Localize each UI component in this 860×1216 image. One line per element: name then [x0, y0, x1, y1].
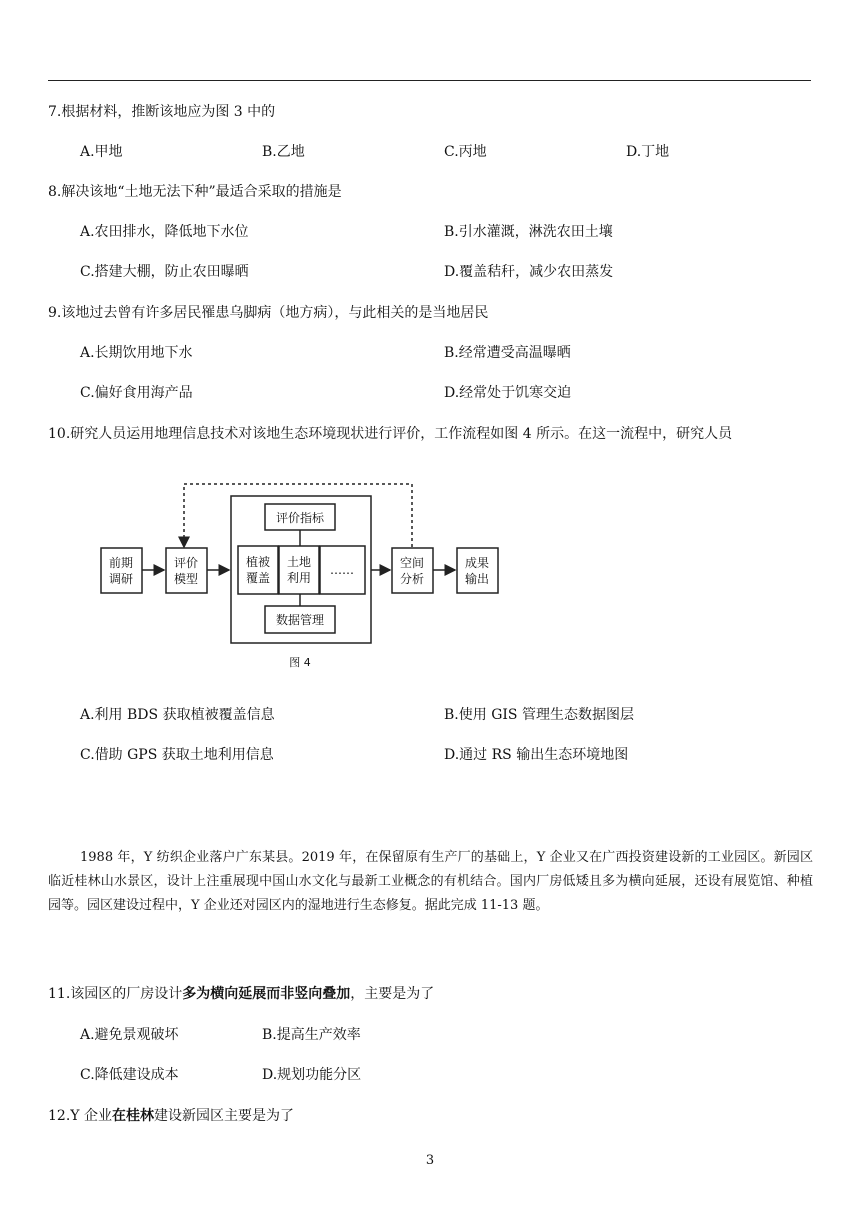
q8-option-d[interactable]: D.覆盖秸秆，减少农田蒸发	[444, 264, 614, 280]
label-model-2: 模型	[173, 572, 199, 586]
q7-option-d[interactable]: D.丁地	[626, 144, 670, 160]
question-11-stem	[48, 983, 434, 1003]
q12-stem-post: 建设新园区主要是为了	[153, 1108, 294, 1124]
box-vegetation	[238, 546, 278, 594]
label-spatial-2: 分析	[399, 572, 425, 586]
q11-option-d[interactable]: D.规划功能分区	[262, 1067, 362, 1083]
label-land-2: 利用	[286, 571, 312, 585]
q11-option-a[interactable]: A.避免景观破坏	[80, 1027, 179, 1043]
label-spatial-1: 空间	[399, 556, 425, 570]
box-evaluation-model	[166, 548, 207, 593]
label-land-1: 土地	[286, 555, 312, 569]
question-9-stem: 9.该地过去曾有许多居民罹患乌脚病（地方病），与此相关的是当地居民	[48, 305, 489, 321]
box-spatial-analysis	[392, 548, 433, 593]
box-early-research	[101, 548, 142, 593]
q9-option-c[interactable]: C.偏好食用海产品	[80, 385, 193, 401]
label-early-2: 调研	[108, 572, 134, 586]
q11-option-b[interactable]: B.提高生产效率	[262, 1027, 361, 1043]
q9-option-b[interactable]: B.经常遭受高温曝晒	[444, 345, 571, 361]
q8-option-b[interactable]: B.引水灌溉，淋洗农田土壤	[444, 224, 613, 240]
page-number: 3	[425, 1153, 435, 1168]
label-model-1: 评价	[173, 556, 199, 570]
label-indicator: 评价指标	[275, 511, 325, 525]
q10-option-d[interactable]: D.通过 RS 输出生态环境地图	[444, 747, 629, 763]
label-veg-1: 植被	[245, 555, 271, 569]
q7-option-c[interactable]: C.丙地	[444, 144, 487, 160]
q12-stem-bold: 在桂林	[111, 1108, 154, 1124]
figure-caption: 图 4	[289, 656, 311, 669]
q10-option-b[interactable]: B.使用 GIS 管理生态数据图层	[444, 707, 634, 723]
q9-option-a[interactable]: A.长期饮用地下水	[80, 345, 193, 361]
q10-option-a[interactable]: A.利用 BDS 获取植被覆盖信息	[80, 707, 275, 723]
label-more: ……	[330, 563, 354, 577]
question-8-stem: 8.解决该地“土地无法下种”最适合采取的措施是	[48, 184, 342, 200]
box-land-use	[279, 546, 319, 594]
question-12-stem	[48, 1105, 294, 1125]
label-data-mgmt: 数据管理	[275, 613, 325, 627]
q12-stem-pre: 12.Y 企业	[48, 1108, 112, 1124]
label-veg-2: 覆盖	[245, 571, 271, 585]
q11-stem-pre: 11.该园区的厂房设计	[48, 986, 183, 1002]
q11-option-c[interactable]: C.降低建设成本	[80, 1067, 179, 1083]
label-output-1: 成果	[464, 556, 490, 570]
question-7-stem: 7.根据材料，推断该地应为图 3 中的	[48, 104, 276, 120]
q8-option-c[interactable]: C.搭建大棚，防止农田曝晒	[80, 264, 249, 280]
q7-option-a[interactable]: A.甲地	[80, 144, 123, 160]
q11-stem-bold: 多为横向延展而非竖向叠加	[182, 986, 351, 1002]
q7-option-b[interactable]: B.乙地	[262, 144, 305, 160]
q10-option-c[interactable]: C.借助 GPS 获取土地利用信息	[80, 747, 274, 763]
box-output	[457, 548, 498, 593]
question-10-stem: 10.研究人员运用地理信息技术对该地生态环境现状进行评价，工作流程如图 4 所示。在这一流程中，研究人员	[48, 426, 733, 442]
q11-stem-post: ，主要是为了	[350, 986, 435, 1002]
label-output-2: 输出	[464, 572, 490, 586]
reading-passage: 1988 年，Y 纺织企业落户广东某县。2019 年，在保留原有生产厂的基础上，Y 企业又在广西投资建设新的工业园区。新园区临近桂林山水景区，设计上注重展现中国山水文化与最新工业概念的有机结合。国内厂房低矮且多为横向延展，还设有展览馆、种植园等。园区建设过程中，Y 企业还对园区内的湿地进行生态修复。据此完成 11-13 题。	[48, 850, 813, 913]
q8-option-a[interactable]: A.农田排水，降低地下水位	[80, 224, 249, 240]
q9-option-d[interactable]: D.经常处于饥寒交迫	[444, 385, 572, 401]
label-early-1: 前期	[108, 556, 134, 570]
